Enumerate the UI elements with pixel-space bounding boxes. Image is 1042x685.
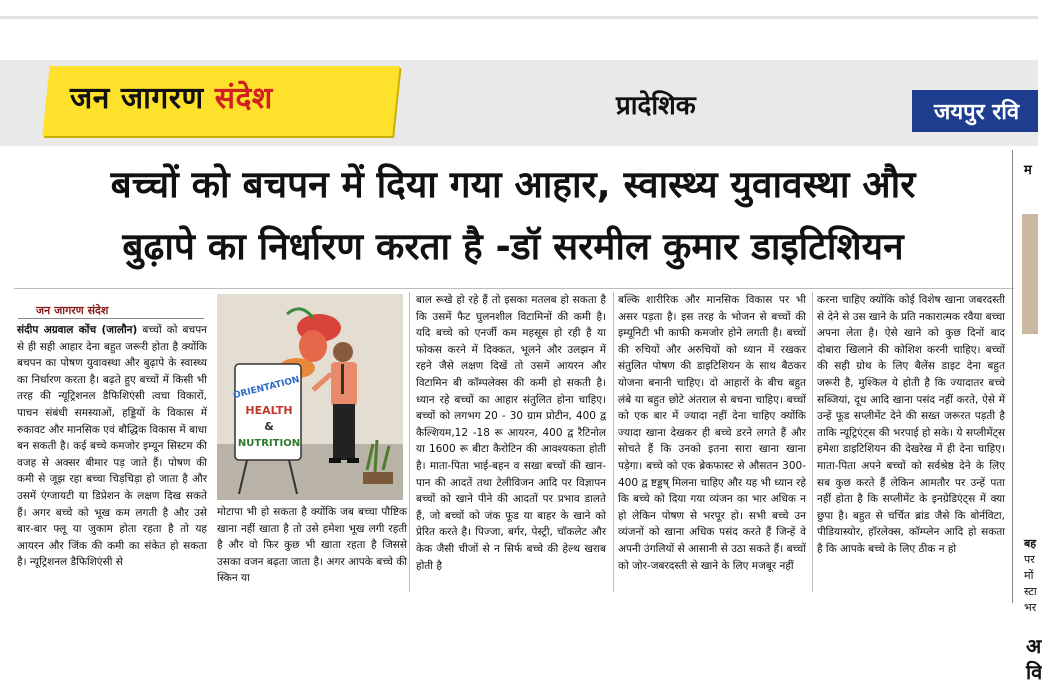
column-divider	[812, 292, 813, 592]
column-divider	[613, 292, 614, 592]
column-1-text: बच्चों को बचपन से ही सही आहार देना बहुत जरूरी होता है क्योंकि बचपन का पोषण युवावस्था और बुढ़ापे के स्वास्थ्य का निर्धारण करता है। बढ़ते हुए बच्चों में किसी भी तरह की न्यूट्रिशनल डैफिशिएंसी त्वचा विकारों, पाचन संबंधी समस्याओं, हड्डियों के विकास में रुकावट और मानसिक एवं बौद्धिक विकास में बाधा बन सकती है। कई बच्चे कमजोर इम्यून सिस्टम की वजह से अक्सर बीमार पड़ जाते हैं। पोषण की कमी से जूझ रहा बच्चा चिड़चिड़ा हो जाता है और उसमें एंग्जायटी या डिप्रेशन के लक्षण दिख सकते हैं। अगर बच्चे को भूख कम लगती है और उसे बार-बार फ्लू या जुकाम होता रहता है तो यह आयरन और जिंक की कमी का संकेत हो सकता है। न्यूट्रिशनल डैफिशिएंसी से	[17, 324, 208, 569]
sign-word-nutrition: NUTRITION	[237, 438, 301, 449]
sidebar-fragment: स्टा	[1024, 585, 1037, 598]
city-date-label: जयपुर रवि	[934, 100, 1020, 125]
top-border-line	[0, 16, 1038, 19]
headline-line-1: बच्चों को बचपन में दिया गया आहार, स्वास्थ्य युवावस्था और	[110, 163, 916, 206]
column-divider	[409, 292, 410, 592]
sign-word-orientation: ORIENTATION	[232, 374, 301, 402]
sign-word-health: HEALTH	[245, 404, 293, 417]
byline-underline	[18, 318, 204, 319]
sidebar-photo	[1022, 214, 1038, 334]
sidebar-fragment: म	[1024, 163, 1032, 178]
headline-rule	[14, 288, 1014, 289]
sidebar-fragment: बह	[1024, 537, 1037, 550]
photo-illustration	[217, 294, 403, 500]
article-column-1	[17, 322, 207, 594]
section-title: प्रादेशिक	[616, 91, 696, 121]
sign-word-ampersand: &	[264, 420, 274, 433]
photo-caption-text: मोटापा भी हो सकता है क्योंकि जब बच्चा पौष्टिक खाना नहीं खाता है तो उसे हमेशा भूख लगी रहती है और वो फिर कुछ भी खाता रहता है जिससे उसका वजन बढ़ता जाता है। अगर आपके बच्चे की स्किन या	[217, 506, 407, 585]
byline: जन जागरण संदेश	[36, 304, 109, 317]
article-column-3: बाल रूखे हो रहे हैं तो इसका मतलब हो सकता है कि उसमें फैट घुलनशील विटामिनों की कमी है। यदि बच्चे को एनर्जी कम महसूस हो रही है या फोकस करने में दिक्कत, भूलने और उलझन में रहने जैसे लक्षण दिखें तो उसमें आयरन और विटामिन बी कॉम्पलेक्स की कमी हो सकती है। ध्यान रहे बच्चों का आहार संतुलित होना चाहिए। बच्चों को लगभग 20 - 30 ग्राम प्रोटीन, 400 द्व कैल्शियम,12 -18 रू आयरन, 400 द्व रैटिनोल या 1600 रू बीटा कैरोटिन की आवश्यकता होती है। माता-पिता भाई-बहन व सखा बच्चों की खान-पान की आदतें तथा टेलीविजन आदि पर विज्ञापन बच्चों को खाने पीने की आदतों पर प्रभाव डालते हैं, जो बच्चों को जंक फूड या बाहर के खाने को प्रेरित करते है। पिज्जा, बर्गर, पेस्ट्री, चॉकलेट और केक जैसी चीजों से न सिर्फ बच्चे की हेल्थ खराब होती है	[416, 294, 606, 572]
masthead-title: जन जागरण संदेश	[70, 81, 273, 116]
dateline: संदीप अग्रवाल कोंच (जालौन)	[17, 324, 138, 336]
sidebar-divider	[1012, 150, 1013, 603]
adjacent-article-fragment	[1018, 150, 1042, 684]
sidebar-fragment: भर	[1024, 601, 1037, 614]
sidebar-fragment: मों	[1024, 569, 1034, 582]
sidebar-fragment: अ	[1026, 634, 1042, 658]
article-column-4: बल्कि शारीरिक और मानसिक विकास पर भी असर पड़ता है। इस तरह के भोजन से बच्चों की इम्यूनिटी भी काफी कमजोर होने लगती है। बच्चों की रुचियों और अरुचियों को ध्यान में रखकर संतुलित पोषण की डाइटिशियन के साथ बैठकर योजना बनानी चाहिए। दो आहारों के बीच बहुत लंबे या बहुत छोटे अंतराल से बचना चाहिए। बच्चों को एक बार में ज्यादा नहीं देना चाहिए क्योंकि ज्यादा खाना देखकर ही बच्चे डरने लगते हैं और सोचते हैं कि उनको इतना सारा खाना खाना पड़ेगा। बच्चे को एक ब्रेकफास्ट से औसतन 300- 400 द्व ष्टड्डष् मिलना चाहिए और यह भी ध्यान रहे कि बच्चे को दिया गया व्यंजन का भार अधिक न हो लेकिन पोषण से भरपूर हो। सभी बच्चे उन व्यंजनों को खाना अधिक पसंद करते हैं जिन्हें वे अपनी उंगलियों से आसानी से उठा सकते हैं। बच्चों को जोर-जबरदस्ती से खाने के लिए मजबूर नहीं	[618, 294, 806, 572]
article-column-5: करना चाहिए क्योंकि कोई विशेष खाना जबरदस्ती से देने से उस खाने के प्रति नकारात्मक रवैया बच्चा अपना लेता है। ऐसे खाने को कुछ दिनों बाद दोबारा खिलाने की कोशिश करनी चाहिए। बच्चों की सही ग्रोथ के लिए बैलेंस डाइट देना बहुत जरूरी है, मुश्किल ये होती है कि ज्यादातर बच्चे सब्जियां, दूध आदि खाना पसंद नहीं करते, ऐसे में उन्हें फूड सप्लीमेंट देने की सख्त जरूरत पड़ती है ताकि न्यूट्रिएंट्स की भरपाई हो सके। ये सप्लीमेंट्स हमेशा डाइटिशियन की देखरेख में ही देना चाहिए। माता-पिता अपने बच्चों को सर्वश्रेष्ठ देने के लिए सब कुछ करते हैं लेकिन आमतौर पर उन्हें पता नहीं होता है कि सप्लीमेंट के इनग्रेडिएंट्स में क्या छुपा है। बहुत से चर्चित ब्रांड जैसे कि बोर्नविटा, पीडियास्योर, हॉरलेक्स, कॉम्प्लेन आदि हो सकता है कि आपके बच्चे के लिए ठीक न हो	[817, 294, 1005, 555]
sidebar-fragment: वि	[1026, 660, 1042, 684]
headline-line-2: बुढ़ापे का निर्धारण करता है -डॉ सरमील कुमार डाइटिशियन	[122, 225, 904, 268]
article-photo	[217, 294, 403, 500]
sidebar-fragment: पर	[1024, 553, 1035, 566]
